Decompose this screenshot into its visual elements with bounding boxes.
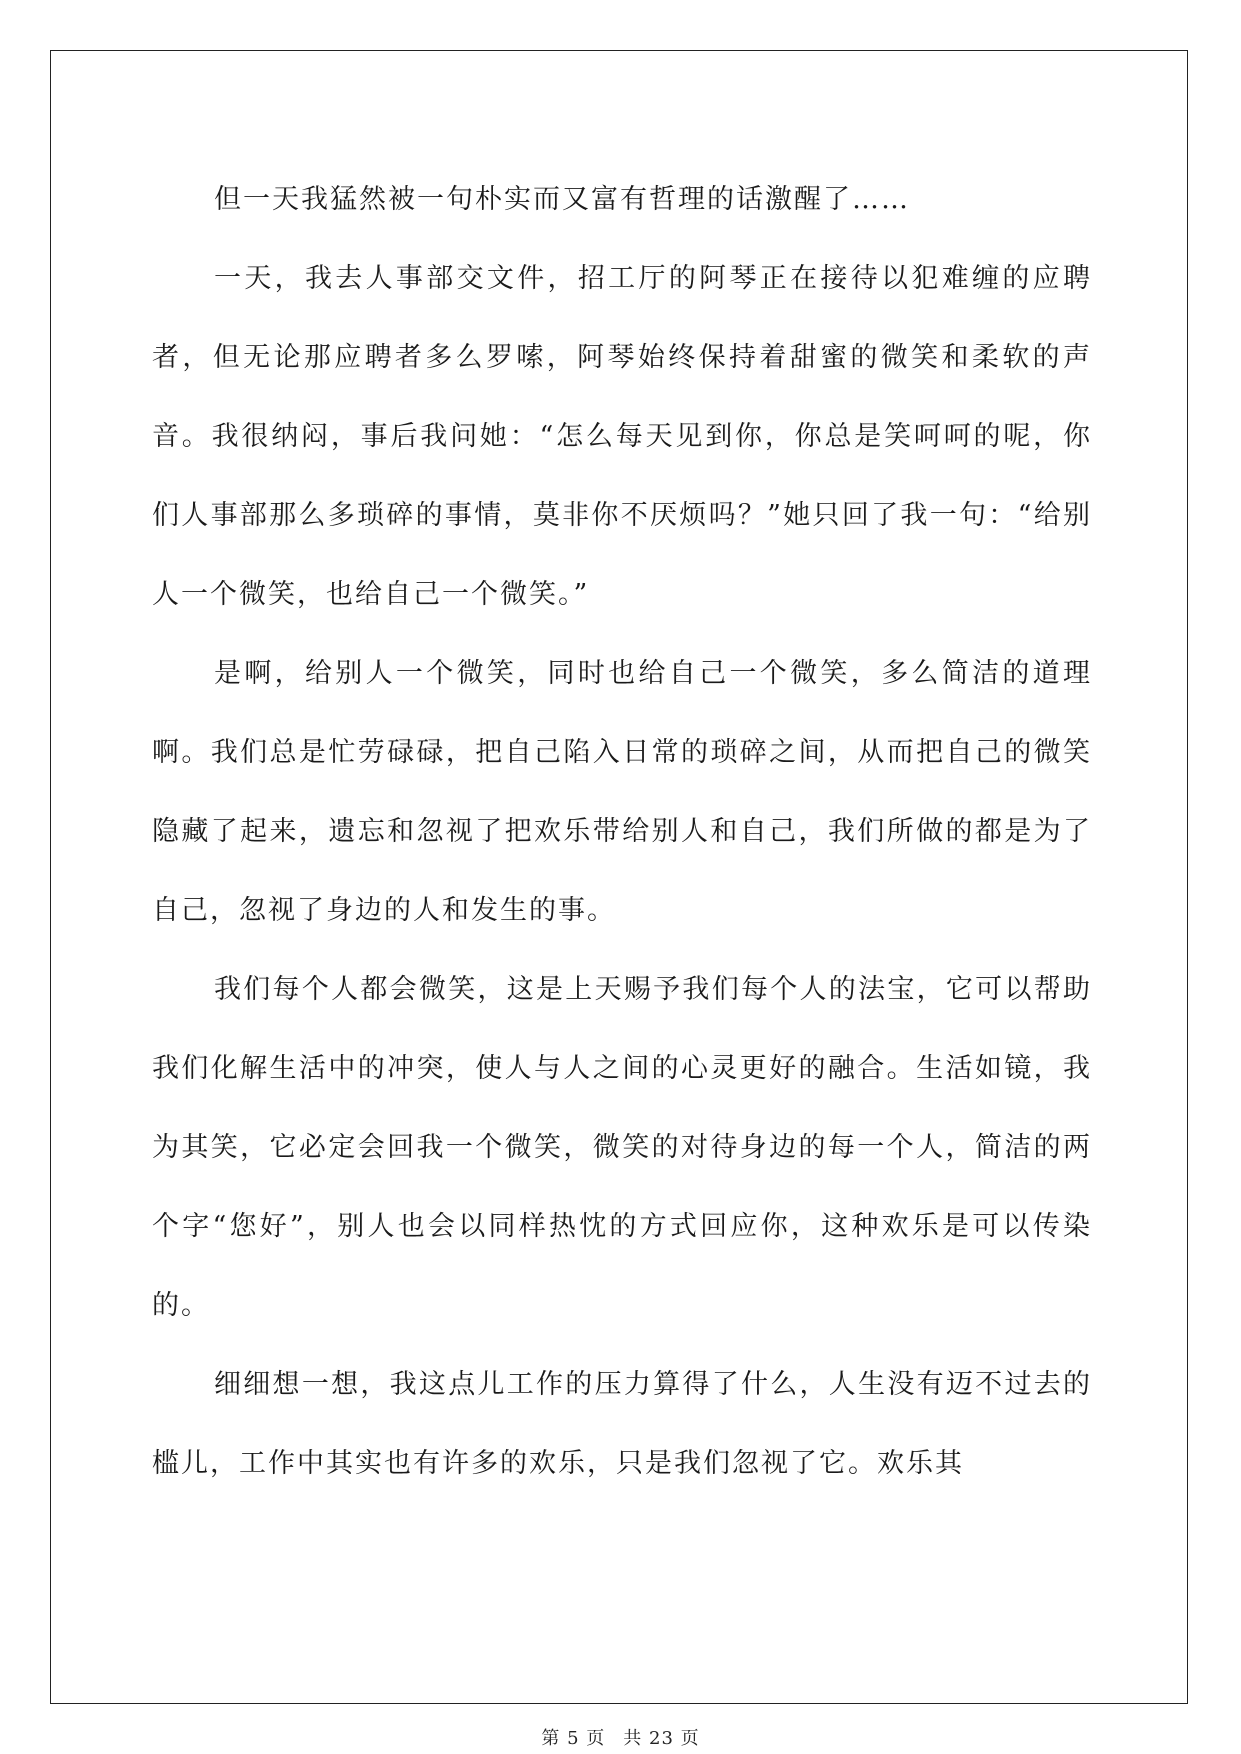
paragraph: 但一天我猛然被一句朴实而又富有哲理的话激醒了…… xyxy=(214,184,910,215)
page-footer xyxy=(0,1724,1241,1750)
page-total: 共 23 页 xyxy=(623,1728,700,1749)
paragraph: 我们每个人都会微笑，这是上天赐予我们每个人的法宝，它可以帮助我们化解生活中的冲突，使人与人之间的心灵更好的融合。生活如镜，我为其笑，它必定会回我一个微笑，微笑的对待身边的每一个人，简洁的两个字“您好”，别人也会以同样热忱的方式回应你，这种欢乐是可以传染的。 xyxy=(152,974,1092,1321)
document-body xyxy=(152,160,1092,1503)
paragraph: 是啊，给别人一个微笑，同时也给自己一个微笑，多么简洁的道理啊。我们总是忙劳碌碌，把自己陷入日常的琐碎之间，从而把自己的微笑隐藏了起来，遗忘和忽视了把欢乐带给别人和自己，我们所做的都是为了自己，忽视了身边的人和发生的事。 xyxy=(152,658,1092,926)
page-number: 第 5 页 xyxy=(541,1728,606,1749)
paragraph: 细细想一想，我这点儿工作的压力算得了什么，人生没有迈不过去的槛儿，工作中其实也有许多的欢乐，只是我们忽视了它。欢乐其 xyxy=(152,1369,1092,1479)
paragraph: 一天，我去人事部交文件，招工厅的阿琴正在接待以犯难缠的应聘者，但无论那应聘者多么罗嗦，阿琴始终保持着甜蜜的微笑和柔软的声音。我很纳闷，事后我问她：“怎么每天见到你，你总是笑呵呵的呢，你们人事部那么多琐碎的事情，莫非你不厌烦吗？”她只回了我一句：“给别人一个微笑，也给自己一个微笑。” xyxy=(152,263,1092,610)
